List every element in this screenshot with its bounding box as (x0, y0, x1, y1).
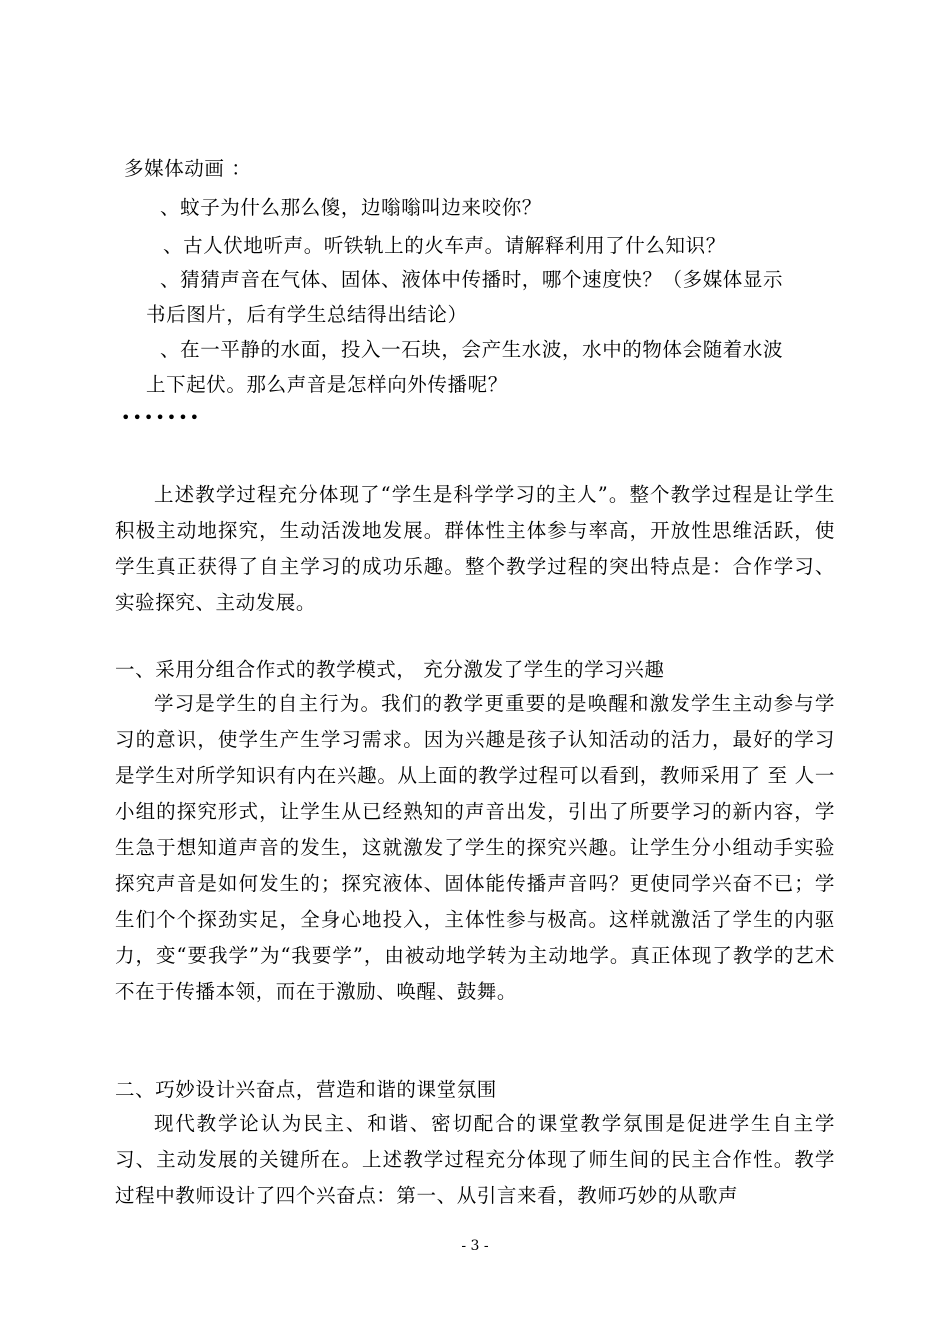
section-heading-2: 二、巧妙设计兴奋点，营造和谐的课堂氛围 (115, 1078, 497, 1101)
section-heading-1: 一、采用分组合作式的教学模式， 充分激发了学生的学习兴趣 (115, 658, 665, 681)
section-body-1: 学习是学生的自主行为。我们的教学更重要的是唤醒和激发学生主动参与学习的意识，使学生产生学习需求。因为兴趣是孩子认知活动的活力，最好的学习是学生对所学知识有内在兴趣。从上面的教学过程可以看到，教师采用了 至 人一小组的探究形式，让学生从已经熟知的声音出发，引出了所要学习的新内容，学生急于想知道声音的发生，这就激发了学生的探究兴趣。让学生分小组动手实验探究声音是如何发生的；探究液体、固体能传播声音吗？更使同学兴奋不已；学生们个个探劲实足，全身心地投入，主体性参与极高。这样就激活了学生的内驱力，变“要我学”为“我要学”，由被动地学转为主动地学。真正体现了教学的艺术不在于传播本领，而在于激励、唤醒、鼓舞。 (115, 692, 835, 1003)
question-item-4-continued: 上下起伏。那么声音是怎样向外传播呢？ (146, 373, 508, 396)
page-number: - 3 - (461, 1238, 489, 1254)
question-item-3: 、猜猜声音在气体、固体、液体中传播时，哪个速度快？（多媒体显示 (160, 268, 784, 291)
multimedia-label: 多媒体动画 ： (124, 157, 252, 180)
summary-paragraph: 上述教学过程充分体现了“学生是科学学习的主人”。整个教学过程是让学生积极主动地探究，生动活泼地发展。群体性主体参与率高，开放性思维活跃，使学生真正获得了自主学习的成功乐趣。整个教学过程的突出特点是：合作学习、实验探究、主动发展。 (115, 483, 835, 614)
question-item-2: 、古人伏地听声。听铁轨上的火车声。请解释利用了什么知识？ (163, 234, 726, 257)
question-item-4: 、在一平静的水面，投入一石块，会产生水波，水中的物体会随着水波 (160, 338, 784, 361)
question-item-1: 、蚊子为什么那么傻，边嗡嗡叫边来咬你？ (160, 196, 542, 219)
question-item-3-continued: 书后图片，后有学生总结得出结论） (146, 303, 468, 326)
ellipsis-marker: ••••••• (121, 408, 202, 427)
section-body-2: 现代教学论认为民主、和谐、密切配合的课堂教学氛围是促进学生自主学习、主动发展的关键所在。上述教学过程充分体现了师生间的民主合作性。教学过程中教师设计了四个兴奋点：第一、从引言来看，教师巧妙的从歌声 (115, 1112, 835, 1207)
